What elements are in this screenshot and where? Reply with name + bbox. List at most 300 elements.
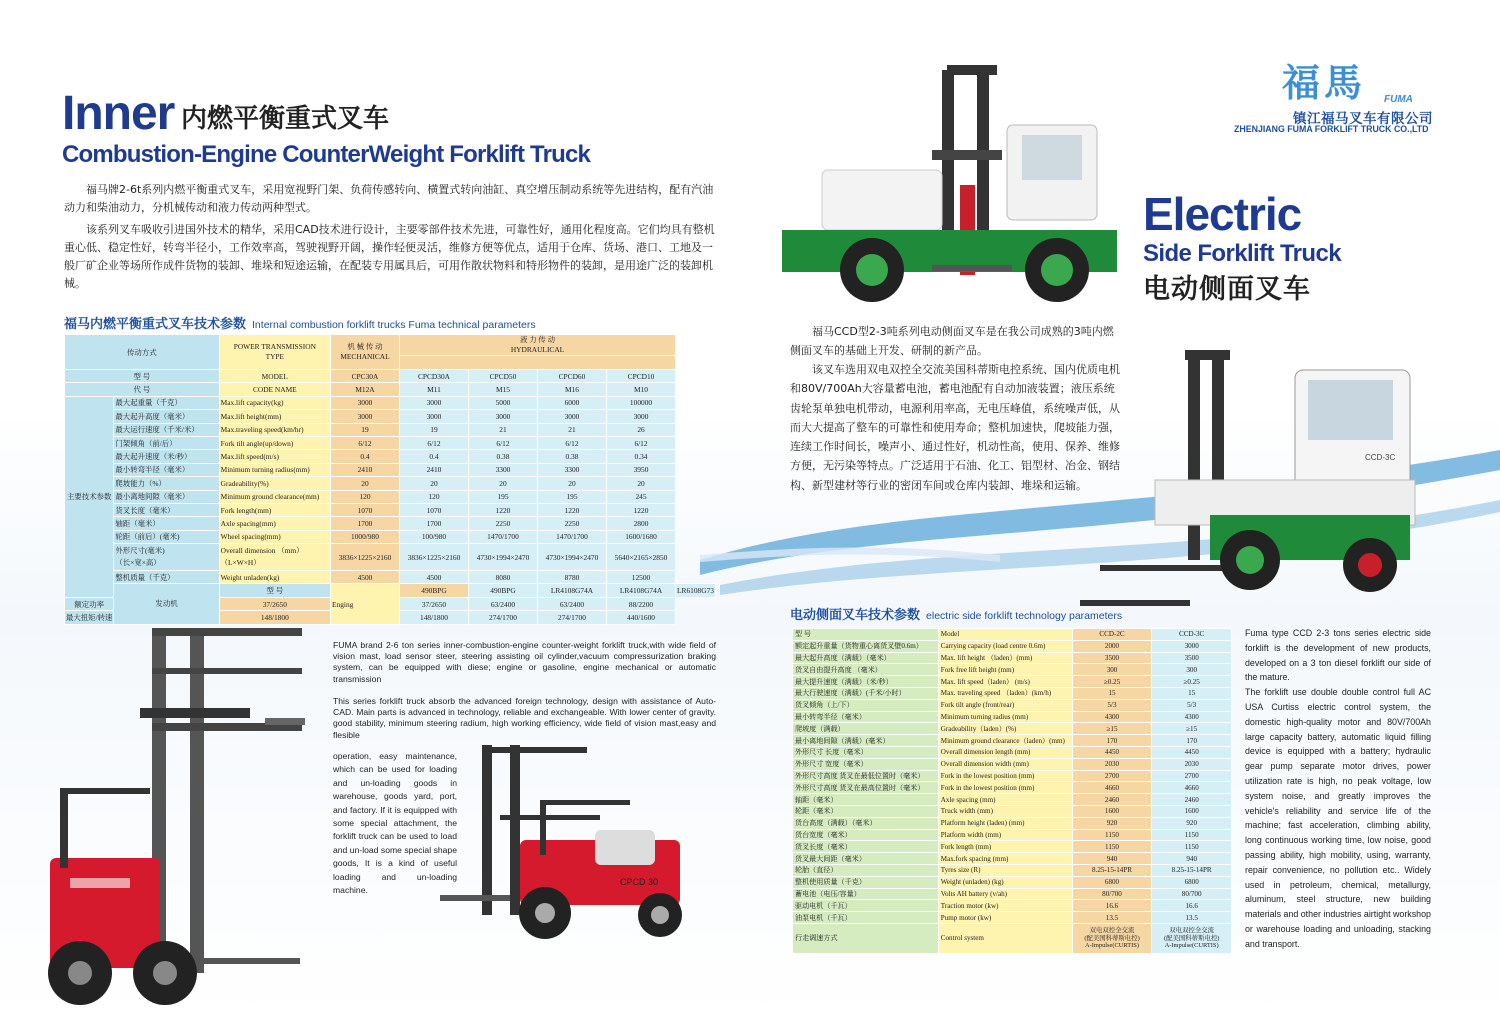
company-cn: 镇江福马叉车有限公司 [1293, 111, 1433, 127]
intro-en-1: FUMA brand 2-6 ton series inner-combustion-engine counter-weight forklift truck,with wide field of vision mast, load sensor steer, steering assisting oil cylinder,vacuum compressurization braking system, can be equipped with diese; engine or gasoline, engine mechanical or automatic transmission [333, 640, 716, 684]
row-label-cn: 最大行驶速度（满载）(千米/小时） [793, 687, 939, 699]
value-cell: 274/1700 [468, 611, 537, 624]
value-cell: M11 [399, 383, 468, 396]
row-label-cn: 货台高度（满载）（毫米） [793, 817, 939, 829]
table-row [793, 782, 1232, 794]
table-row [793, 723, 1232, 735]
row-label-en: Fork tilt angle(up/down) [219, 436, 330, 449]
combustion-spec-table [64, 334, 716, 625]
table-row [793, 817, 1232, 829]
value-cell: 2460 [1152, 794, 1232, 806]
row-label-cn: 货叉长度（毫米） [114, 503, 219, 516]
svg-text:FUMA: FUMA [1384, 94, 1413, 104]
row-label-en: Fork length(mm) [219, 503, 330, 516]
table-row [793, 664, 1232, 676]
table-title-right [790, 604, 1122, 623]
table-row [65, 490, 716, 503]
value-cell: 195 [537, 490, 606, 503]
row-label-cn: 外形尺寸(毫米) （长×宽×高） [114, 544, 219, 571]
value-cell: 3500 [1072, 652, 1152, 664]
table-row [793, 912, 1232, 924]
value-cell: CPCD60 [537, 370, 606, 383]
value-cell: 13.5 [1072, 912, 1152, 924]
value-cell: CPCD50 [468, 370, 537, 383]
row-label-cn: 轴距（毫米） [793, 794, 939, 806]
value-cell: 1150 [1152, 841, 1232, 853]
electric-cn-2: 该叉车选用双电双控全交流美国科蒂斯电控系统、国内优质电机和80V/700Ah大容量蓄电池，蓄电池配有自动加液装置；液压系统齿轮泵单独电机带动，电源利用率高，无电压峰值，系统噪声低，从而大大提高了整车的可靠性和使用寿命；整机加速快，爬坡能力强，连续工作时间长，噪声小、通过性好，机动性高，使用、保养、维修方便，无污染等特点。广泛适用于石油、化工、铝型材、冶金、钢结构、新型建材等行业的密闭车间或仓库内装卸、堆垛和运输。 [790, 363, 1120, 492]
row-label-en: Weight (unladen) (kg) [938, 876, 1072, 888]
table-title-left-cn: 福马内燃平衡重式叉车技术参数 [64, 317, 247, 332]
row-label-cn: 外形尺寸 长度（毫米） [793, 746, 939, 758]
table-row [65, 517, 716, 530]
title-side-forklift: Side Forklift Truck [1143, 240, 1341, 267]
value-cell: 12500 [606, 571, 675, 584]
value-cell: 0.4 [399, 450, 468, 463]
table-row [65, 450, 716, 463]
row-label-cn: 货叉自由提升高度 （毫米） [793, 664, 939, 676]
table-row [793, 864, 1232, 876]
row-label-en: Axle spacing (mm) [938, 794, 1072, 806]
value-cell: 3000 [330, 410, 399, 423]
row-label-en: Minimum turning radius (mm) [938, 711, 1072, 723]
value-cell: 15 [1152, 687, 1232, 699]
value-cell: 20 [537, 477, 606, 490]
value-cell: LR4108G74A [537, 584, 606, 597]
row-label-en: Max.lift speed(m/s) [219, 450, 330, 463]
row-label-cn: 最大起升高度（毫米） [114, 410, 219, 423]
value-cell: 100000 [606, 396, 675, 409]
table-row [793, 652, 1232, 664]
value-cell: 4660 [1072, 782, 1152, 794]
value-cell: 0.34 [606, 450, 675, 463]
row-label-cn: 爬坡能力（%） [114, 477, 219, 490]
value-cell: 440/1600 [606, 611, 675, 624]
engine-label: 发动机 [114, 584, 219, 624]
row-label-cn: 爬坡度（满载） [793, 723, 939, 735]
row-label-en: Max. lift speed（laden） (m/s) [938, 676, 1072, 688]
table-title-right-en: electric side forklift technology parameters [926, 610, 1123, 622]
row-label-cn: 轮距（前后）(毫米) [114, 530, 219, 543]
value-cell: 1220 [468, 503, 537, 516]
value-cell: 19 [330, 423, 399, 436]
value-cell: 4730×1994×2470 [537, 544, 606, 571]
value-cell: M12A [330, 383, 399, 396]
value-cell: 1150 [1152, 829, 1232, 841]
value-cell: 300 [1072, 664, 1152, 676]
value-cell: CCD-3C [1152, 629, 1232, 641]
value-cell: 3500 [1152, 652, 1232, 664]
row-label-en: Gradeability（laden）(%) [938, 723, 1072, 735]
value-cell: 1070 [399, 503, 468, 516]
row-label-en: Volts AH battery (v/ah) [938, 888, 1072, 900]
red-forklift-small-image [380, 745, 690, 940]
row-label-en: Truck width (mm) [938, 805, 1072, 817]
value-cell: 2000 [1072, 640, 1152, 652]
row-label-en: Overall dimension length (mm) [938, 746, 1072, 758]
h-mech: 机 械 传 动 MECHANICAL [330, 335, 399, 370]
value-cell: 490BPG [399, 584, 468, 597]
value-cell: 6/12 [468, 436, 537, 449]
row-label-en: CODE NAME [219, 383, 330, 396]
row-label-cn: 轮胎（直径） [793, 864, 939, 876]
value-cell: 148/1800 [219, 611, 330, 624]
row-label-en: Minimum turning radius(mm) [219, 463, 330, 476]
row-label-en: Platform width (mm) [938, 829, 1072, 841]
table-row [793, 735, 1232, 747]
table-row [65, 410, 716, 423]
value-cell: 3836×1225×2160 [399, 544, 468, 571]
value-cell: 3300 [537, 463, 606, 476]
value-cell: 88/2200 [606, 597, 675, 610]
value-cell: 3000 [537, 410, 606, 423]
value-cell: 920 [1152, 817, 1232, 829]
value-cell: 4500 [330, 571, 399, 584]
table-row [65, 463, 716, 476]
row-label-cn: 最小转弯半径（毫米） [793, 711, 939, 723]
row-label-en: Overall dimension （mm） （L×W×H） [219, 544, 330, 571]
table-row [65, 544, 716, 571]
red-forklift-large-image [40, 628, 310, 1013]
value-cell: 4300 [1072, 711, 1152, 723]
table-row [793, 746, 1232, 758]
value-cell: 4450 [1152, 746, 1232, 758]
table-row [65, 370, 716, 383]
table-row [793, 900, 1232, 912]
ctrl-val-2c: 双电双控全交流 (配美国科蒂斯电控) A-Impulse(CURTIS) [1072, 923, 1152, 953]
table-row [65, 436, 716, 449]
value-cell: 19 [399, 423, 468, 436]
value-cell: 274/1700 [537, 611, 606, 624]
value-cell: 3000 [606, 410, 675, 423]
row-label-cn: 外形尺寸高度 货叉在最低位置时（毫米） [793, 770, 939, 782]
value-cell: 0.38 [537, 450, 606, 463]
table-row [793, 758, 1232, 770]
value-cell: 1150 [1072, 841, 1152, 853]
value-cell: 63/2400 [468, 597, 537, 610]
value-cell: 3000 [330, 396, 399, 409]
value-cell: ≥15 [1152, 723, 1232, 735]
row-label-en: MODEL [219, 370, 330, 383]
row-label-en: Model [938, 629, 1072, 641]
svg-text:福馬: 福馬 [1282, 61, 1367, 104]
table-row [793, 640, 1232, 652]
value-cell: 940 [1152, 853, 1232, 865]
row-label-cn: 型 号 [65, 370, 220, 383]
value-cell: 940 [1072, 853, 1152, 865]
row-label-en: Gradeability(%) [219, 477, 330, 490]
row-label-cn: 驱动电机（千瓦） [793, 900, 939, 912]
row-label-cn: 最小转弯半径（毫米） [114, 463, 219, 476]
value-cell: 4730×1994×2470 [468, 544, 537, 571]
engine-en: Enging [330, 584, 399, 624]
value-cell: 8.25-15-14PR [1072, 864, 1152, 876]
value-cell: 8080 [468, 571, 537, 584]
row-label-en: Max.fork spacing (mm) [938, 853, 1072, 865]
value-cell: 21 [537, 423, 606, 436]
table-title-left [64, 313, 536, 332]
row-label-cn: 外形尺寸高度 货叉在最高位置时（毫米） [793, 782, 939, 794]
row-label-cn: 最大扭矩/转速 [65, 611, 114, 624]
table-row [793, 888, 1232, 900]
row-label-en: Axle spacing(mm) [219, 517, 330, 530]
table-row [793, 853, 1232, 865]
row-label-cn: 最大提升速度（满载）（米/秒） [793, 676, 939, 688]
row-label-en: Traction motor (kw) [938, 900, 1072, 912]
value-cell: 8780 [537, 571, 606, 584]
value-cell: 5/3 [1152, 699, 1232, 711]
value-cell: 5640×2165×2850 [606, 544, 675, 571]
row-label-cn: 额定功率 [65, 597, 114, 610]
value-cell: 120 [399, 490, 468, 503]
electric-en: Fuma type CCD 2-3 tons series electric side forklift is the development of new products, developed on a 3 ton diesel forklift our side of the mature. The forklift use double double control full AC USA Curtiss electric control system, the domestic high-quality motor and 80V/700Ah large capacity battery, automatic liquid filling device is equipped with a battery; hydraulic gear pump separate motor drives, power utilization rate is high, no peak voltage, low system noise, and greatly improves the vehicle's reliability and service life of the machine; fast acceleration, climbing ability, long continuous working time, low noise, good passing ability, high mobility, using, warranty, repair convenience, no pollution etc.. Widely used in petroleum, chemical, metallurgy, aluminum, steel structure, new building materials and other industries airtight workshop or warehouse loading and unloading, stacking and transport. [1245, 628, 1431, 949]
row-label-en: Minimum ground clearance（laden）(mm) [938, 735, 1072, 747]
ctrl-cn: 行走调速方式 [793, 923, 939, 953]
truck-model-label: CPCD 30 [620, 877, 659, 887]
table-row [793, 699, 1232, 711]
ctrl-val-3c: 双电双控全交流 (配美国科蒂斯电控) A-Impulse(CURTIS) [1152, 923, 1232, 953]
value-cell: 3000 [468, 410, 537, 423]
title-inner: Inner [62, 87, 175, 140]
row-label-cn: 最大起升高度（满载）（毫米） [793, 652, 939, 664]
intro-cn-1: 福马牌2-6t系列内燃平衡重式叉车，采用宽视野门架、负荷传感转向、横置式转向油缸、真空增压制动系统等先进结构，配有汽油动力和柴油动力，分机械传动和液力传动两种型式。 [64, 183, 714, 214]
value-cell: 80/700 [1152, 888, 1232, 900]
value-cell: 195 [468, 490, 537, 503]
row-label-cn: 门架倾角（前/后） [114, 436, 219, 449]
value-cell: 2250 [537, 517, 606, 530]
value-cell: 4660 [1152, 782, 1232, 794]
value-cell: 4450 [1072, 746, 1152, 758]
row-label-en: Fork tilt angle (front/rear) [938, 699, 1072, 711]
row-label-cn: 型 号 [793, 629, 939, 641]
logo-mark-icon [1282, 60, 1434, 104]
row-label-cn: 外形尺寸 宽度（毫米） [793, 758, 939, 770]
value-cell: 80/700 [1072, 888, 1152, 900]
value-cell: ≥0.25 [1072, 676, 1152, 688]
row-label-en: Fork in the lowest position (mm) [938, 782, 1072, 794]
table-row [65, 383, 716, 396]
row-label-en: Fork free lift height (mm) [938, 664, 1072, 676]
value-cell: ≥15 [1072, 723, 1152, 735]
row-label-cn: 最小离地间隙（毫米） [114, 490, 219, 503]
row-label-en: Max. traveling speed （laden）(km/h) [938, 687, 1072, 699]
value-cell: 2460 [1072, 794, 1152, 806]
truck-model-ccd: CCD-3C [1365, 453, 1396, 462]
row-label-en: Wheel spacing(mm) [219, 530, 330, 543]
value-cell: CCD-2C [1072, 629, 1152, 641]
value-cell: 37/2650 [399, 597, 468, 610]
value-cell: 120 [330, 490, 399, 503]
row-label-en: Pump motor (kw) [938, 912, 1072, 924]
row-label-en: Carrying capacity (load centre 0.6m) [938, 640, 1072, 652]
value-cell: 170 [1072, 735, 1152, 747]
side-forklift-right-image [1080, 350, 1440, 608]
row-label-cn: 货台宽度（毫米） [793, 829, 939, 841]
table-row [793, 805, 1232, 817]
value-cell: LR6108G73 [676, 584, 716, 597]
value-cell: 2250 [468, 517, 537, 530]
value-cell: M16 [537, 383, 606, 396]
row-label-en: Weight unladen(kg) [219, 571, 330, 584]
value-cell: 1150 [1072, 829, 1152, 841]
value-cell: 8.25-15-14PR [1152, 864, 1232, 876]
row-label-cn: 最大运行速度（千米/米） [114, 423, 219, 436]
value-cell: 15 [1072, 687, 1152, 699]
row-label-en: Max.traveling speed(km/hr) [219, 423, 330, 436]
table-row [65, 584, 716, 597]
electric-spec-table [792, 628, 1232, 954]
value-cell: 920 [1072, 817, 1152, 829]
intro-en-3: operation, easy maintenance, which can be used for loading and un-loading goods in warehouse, goods yard, port, and factory. If it is equipped with some special attachment, the forklift truck can be used to load and un-load some special shape goods, It is a kind of useful loading and un-loading machine. [333, 751, 457, 896]
row-label-en: Tyres size (R) [938, 864, 1072, 876]
table-row [65, 423, 716, 436]
row-label-en: Platform height (laden) (mm) [938, 817, 1072, 829]
table-title-right-cn: 电动侧面叉车技术参数 [790, 608, 921, 623]
row-label-cn: 轮距（毫米） [793, 805, 939, 817]
value-cell: ≥0.25 [1152, 676, 1232, 688]
side-forklift-top-image [782, 65, 1122, 310]
value-cell: 4500 [399, 571, 468, 584]
value-cell: 2700 [1152, 770, 1232, 782]
ctrl-en: Control system [938, 923, 1072, 953]
value-cell: 3000 [399, 410, 468, 423]
value-cell: 2410 [330, 463, 399, 476]
h-drive-cn: 传动方式 [65, 335, 220, 370]
value-cell: 1600/1680 [606, 530, 675, 543]
value-cell: 20 [606, 477, 675, 490]
row-label-en: Minimum ground clearance(mm) [219, 490, 330, 503]
row-label-cn: 整机质量（千克） [114, 571, 219, 584]
title-electric: Electric [1143, 188, 1302, 240]
value-cell: 2800 [606, 517, 675, 530]
fuma-logo [1282, 60, 1434, 104]
row-label-cn: 蓄电池（电压/容量） [793, 888, 939, 900]
value-cell: 5000 [468, 396, 537, 409]
table-row [793, 687, 1232, 699]
table-row [793, 770, 1232, 782]
table-row [65, 530, 716, 543]
value-cell: 245 [606, 490, 675, 503]
value-cell: 100/980 [399, 530, 468, 543]
value-cell: 37/2650 [219, 597, 330, 610]
value-cell: 2410 [399, 463, 468, 476]
value-cell: 0.4 [330, 450, 399, 463]
value-cell: 170 [1152, 735, 1232, 747]
value-cell: 20 [468, 477, 537, 490]
value-cell: 1600 [1152, 805, 1232, 817]
row-label-cn: 最大起重量（千克） [114, 396, 219, 409]
value-cell: 1000/980 [330, 530, 399, 543]
intro-cn-2: 该系列叉车吸收引进国外技术的精华，采用CAD技术进行设计，主要零部件技术先进，可靠性好，通用化程度高。它们均具有整机重心低、稳定性好，转弯半径小，工作效率高，驾驶视野开阔，操作轻便灵活，维修方便等优点，适用于仓库、货场、港口、工地及一般厂矿企业等场所作成件货物的装卸、堆垛和短途运输，在配装专用属具后，可用作散状物料和特形物件的装卸，是用途广泛的装卸机械。 [64, 223, 715, 290]
row-label-cn: 货叉最大间距（毫米） [793, 853, 939, 865]
h-hyd: 液 力 传 动 HYDRAULICAL [399, 335, 675, 356]
value-cell: 6/12 [399, 436, 468, 449]
value-cell: 0.38 [468, 450, 537, 463]
row-label-cn: 最小离地间隙（满载）(毫米） [793, 735, 939, 747]
row-label-cn: 最大起升速度（米/秒） [114, 450, 219, 463]
value-cell: 16.6 [1152, 900, 1232, 912]
side-label: 主要技术参数 [65, 396, 114, 597]
value-cell: 6/12 [606, 436, 675, 449]
row-label-cn: 货叉长度（毫米） [793, 841, 939, 853]
intro-en-2: This series forklift truck absorb the advanced foreign technology, design with assistance of Auto-CAD. Main parts is advanced in technology, reliable and exchangeable. With lower center of gravity. good stability, minimum steering radium, high working efficiency, wide field of vision mast,easy and flesible [333, 696, 716, 740]
value-cell: 2700 [1072, 770, 1152, 782]
value-cell: 1700 [399, 517, 468, 530]
value-cell: 5/3 [1072, 699, 1152, 711]
row-label-cn: 代 号 [65, 383, 220, 396]
company-en: ZHENJIANG FUMA FORKLIFT TRUCK CO.,LTD [1234, 124, 1429, 134]
row-label-en: Max.lift height(mm) [219, 410, 330, 423]
value-cell: 1470/1700 [468, 530, 537, 543]
value-cell: M10 [606, 383, 675, 396]
value-cell: 1070 [330, 503, 399, 516]
value-cell: 20 [330, 477, 399, 490]
row-label-en: Fork in the lowest position (mm) [938, 770, 1072, 782]
title-combustion: Combustion-Engine CounterWeight Forklift Truck [62, 141, 591, 168]
row-label-cn: 整机使用质量（千克） [793, 876, 939, 888]
row-label-cn: 货叉倾角（上/下） [793, 699, 939, 711]
title-cn-left: 内燃平衡重式叉车 [181, 104, 390, 134]
value-cell: 1220 [537, 503, 606, 516]
table-row [793, 676, 1232, 688]
table-row [793, 711, 1232, 723]
value-cell: 6/12 [537, 436, 606, 449]
value-cell: 6800 [1072, 876, 1152, 888]
table-row [793, 829, 1232, 841]
table-row [65, 477, 716, 490]
value-cell: CPCD10 [606, 370, 675, 383]
table-row [793, 794, 1232, 806]
value-cell: LR4108G74A [606, 584, 675, 597]
row-label-en: Max. lift height （laden）(mm) [938, 652, 1072, 664]
value-cell: 3000 [1152, 640, 1232, 652]
value-cell: 3836×1225×2160 [330, 544, 399, 571]
value-cell: 1470/1700 [537, 530, 606, 543]
value-cell: 26 [606, 423, 675, 436]
value-cell: 1220 [606, 503, 675, 516]
table-row [793, 841, 1232, 853]
value-cell: 3000 [399, 396, 468, 409]
table-row [793, 629, 1232, 641]
value-cell: 1600 [1072, 805, 1152, 817]
row-label-cn: 轴距（毫米） [114, 517, 219, 530]
value-cell: 63/2400 [537, 597, 606, 610]
title-cn-right: 电动侧面叉车 [1143, 274, 1311, 305]
value-cell: 490BPG [468, 584, 537, 597]
row-label-en: Max.lift capacity(kg) [219, 396, 330, 409]
value-cell: 3300 [468, 463, 537, 476]
h-drive-en: POWER TRANSMISSION TYPE [219, 335, 330, 370]
row-label-cn: 油泵电机（千瓦） [793, 912, 939, 924]
value-cell: 2030 [1072, 758, 1152, 770]
value-cell: 2030 [1152, 758, 1232, 770]
value-cell: 1700 [330, 517, 399, 530]
value-cell: CPC30A [330, 370, 399, 383]
value-cell: 6800 [1152, 876, 1232, 888]
value-cell: 6/12 [330, 436, 399, 449]
value-cell: 3950 [606, 463, 675, 476]
row-label-cn: 型 号 [219, 584, 330, 597]
table-title-left-en: Internal combustion forklift trucks Fuma technical parameters [252, 319, 536, 331]
table-row [65, 503, 716, 516]
table-row [65, 396, 716, 409]
value-cell: M15 [468, 383, 537, 396]
row-label-en: Fork length (mm) [938, 841, 1072, 853]
value-cell: 6000 [537, 396, 606, 409]
value-cell: 20 [399, 477, 468, 490]
value-cell: 16.6 [1072, 900, 1152, 912]
row-label-cn: 额定起升重量（货物重心离货叉壁0.6m） [793, 640, 939, 652]
value-cell: 148/1800 [399, 611, 468, 624]
